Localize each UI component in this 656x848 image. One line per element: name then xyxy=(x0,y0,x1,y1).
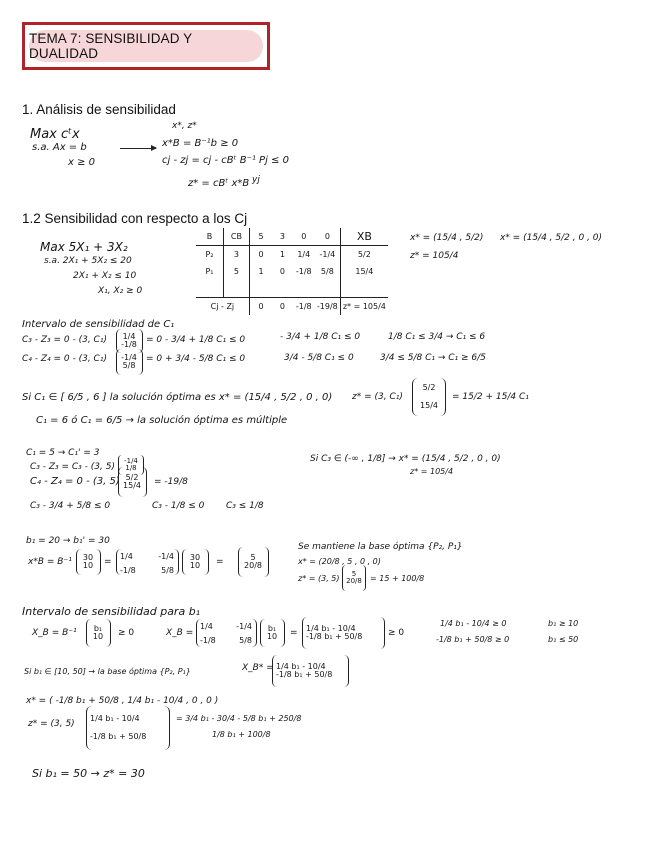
title-box xyxy=(22,22,270,70)
example-constraint-3: X₁, X₂ ≥ 0 xyxy=(98,286,143,296)
tableau-header-cell: 3 xyxy=(272,228,292,246)
page-title: TEMA 7: SENSIBILIDAD Y DUALIDAD xyxy=(29,31,193,61)
vector-entry: b₁ xyxy=(267,624,277,633)
xb-label: X_B = xyxy=(166,628,194,638)
left-paren xyxy=(116,549,121,575)
left-paren xyxy=(116,349,121,375)
vector-entry: 5/2 xyxy=(125,473,139,482)
tableau-cell: -1/8 xyxy=(295,267,312,276)
matrix-entry: -1/8 xyxy=(120,566,136,575)
inverse-matrix xyxy=(120,553,174,575)
column-vector xyxy=(120,468,144,496)
vector-entry: 5 xyxy=(250,553,256,562)
tableau-cell: P₁ xyxy=(205,267,214,276)
tableau-footer-cell: -1/8 xyxy=(293,298,315,316)
left-paren xyxy=(260,619,265,647)
b1-range-statement: Si b₁ ∈ [10, 50] → la base óptima {P₂, P₁} xyxy=(24,667,191,676)
inequality-1-result: 1/8 C₁ ≤ 3/4 → C₁ ≤ 6 xyxy=(388,332,486,342)
tableau-cell: 0 xyxy=(249,246,272,264)
tableau-footer-cell: -19/8 xyxy=(315,298,340,316)
vector-entry: 10 xyxy=(266,632,278,641)
right-paren xyxy=(174,549,179,575)
c3-inequality-1: C₃ - 3/4 + 5/8 ≤ 0 xyxy=(30,501,111,511)
b1-lower-bound: b₁ ≥ 10 xyxy=(548,619,579,628)
right-paren xyxy=(142,467,147,497)
yj-label: yj xyxy=(252,175,260,185)
equals-sign: = xyxy=(104,557,112,567)
right-paren xyxy=(96,549,101,575)
c4-z4-expression: C₄ - Z₄ = 0 - (3, C₁) xyxy=(22,354,107,364)
tableau-cell: P₂ xyxy=(205,250,214,259)
multiple-solution-statement: C₁ = 6 ó C₁ = 6/5 → la solución óptima es múltiple xyxy=(36,415,288,426)
left-paren xyxy=(272,655,277,687)
column-vector xyxy=(118,350,140,374)
tableau-header-cell: B xyxy=(196,228,224,246)
column-vector xyxy=(90,708,166,748)
optimal-range-statement: Si C₁ ∈ [ 6/5 , 6 ] la solución óptima es x* = (15/4 , 5/2 , 0 , 0) xyxy=(22,392,333,403)
vector-entry: 1/4 b₁ - 10/4 xyxy=(306,624,356,633)
column-vector xyxy=(118,330,140,352)
right-paren xyxy=(362,565,366,591)
right-paren xyxy=(280,619,285,647)
b1-change: b₁ = 20 → b₁' = 30 xyxy=(26,536,110,546)
vector-entry: 5/2 xyxy=(422,383,436,392)
matrix-entry: 1/4 xyxy=(120,552,133,561)
left-paren xyxy=(86,619,91,647)
c3-z3-case: C₃ - Z₃ = C₃ - (3, 5) xyxy=(30,462,115,472)
right-paren xyxy=(380,617,385,649)
tableau-cell: 0 xyxy=(279,267,285,276)
simplex-tableau xyxy=(196,228,388,315)
right-paren xyxy=(264,547,269,577)
tableau-cell: 1 xyxy=(249,263,272,280)
left-paren xyxy=(118,467,123,497)
optimal-z-result: = 15/2 + 15/4 C₁ xyxy=(452,392,529,402)
tableau-header-cell: CB xyxy=(224,228,250,246)
vector-entry: 15/4 xyxy=(420,401,438,410)
vector-entry: 10 xyxy=(189,561,201,570)
interval-b1-heading: Intervalo de sensibilidad para b₁ xyxy=(22,605,201,618)
nonneg-condition: ≥ 0 xyxy=(388,628,405,638)
matrix-entry: -1/4 xyxy=(158,552,174,561)
section-1-heading: 1. Análisis de sensibilidad xyxy=(22,102,176,117)
right-paren xyxy=(164,706,170,750)
arrow-icon xyxy=(120,148,156,149)
vector-entry: 15/4 xyxy=(123,481,141,490)
primal-constraint-1: s.a. Ax = b xyxy=(32,142,87,153)
tableau-row xyxy=(196,246,388,264)
vector-entry: 20/8 xyxy=(346,577,362,585)
left-paren xyxy=(196,619,201,647)
vector-entry: -1/8 b₁ + 50/8 xyxy=(90,732,147,741)
x-star-parametric: x* = ( -1/8 b₁ + 50/8 , 1/4 b₁ - 10/4 , 0 , 0 ) xyxy=(26,696,219,706)
vector-entry: 1/4 b₁ - 10/4 xyxy=(276,662,326,671)
z-star-parametric: z* = (3, 5) xyxy=(28,719,75,729)
vector-entry: 30 xyxy=(82,553,94,562)
vector-entry: -1/8 xyxy=(121,340,137,349)
c4-z4-case-result: = -19/8 xyxy=(154,477,188,487)
column-vector xyxy=(276,656,346,686)
tableau-footer-label: Cj - Zj xyxy=(196,298,249,316)
b1-new-z-result: = 15 + 100/8 xyxy=(370,574,425,583)
left-paren xyxy=(86,706,92,750)
vector-entry: -1/4 xyxy=(124,457,138,465)
primal-objective: Max cᵗx xyxy=(30,127,80,142)
basic-solution-formula: x*B = B⁻¹b ≥ 0 xyxy=(162,138,239,149)
right-paren xyxy=(440,378,446,416)
reduced-cost-formula: cj - zj = cj - cBᵗ B⁻¹ Pj ≤ 0 xyxy=(162,155,289,166)
matrix-entry: -1/8 xyxy=(200,636,216,645)
c4-z4-case: C₄ - Z₄ = 0 - (3, 5) xyxy=(30,476,120,487)
c1-change: C₁ = 5 → C₁' = 3 xyxy=(26,448,100,458)
tableau-header-cell: XB xyxy=(340,228,388,246)
interval-c1-heading: Intervalo de sensibilidad de C₁ xyxy=(22,319,175,330)
inequality-1: - 3/4 + 1/8 C₁ ≤ 0 xyxy=(280,332,361,342)
tableau-cell: 3 xyxy=(224,246,250,264)
optimal-z-expression: z* = (3, C₁) xyxy=(352,392,403,402)
left-paren xyxy=(412,378,418,416)
title-banner xyxy=(29,30,263,62)
b1-inequality-1: 1/4 b₁ - 10/4 ≥ 0 xyxy=(440,619,507,628)
b1-upper-bound: b₁ ≤ 50 xyxy=(548,635,579,644)
tableau-cell: 1/4 xyxy=(297,250,311,259)
tableau-header-cell: 0 xyxy=(293,228,315,246)
vector-entry: 10 xyxy=(82,561,94,570)
left-paren xyxy=(182,549,187,575)
vector-entry: -1/8 b₁ + 50/8 xyxy=(306,632,363,641)
column-vector xyxy=(184,550,206,574)
vector-entry: b₁ xyxy=(93,624,103,633)
section-1-2-heading: 1.2 Sensibilidad con respecto a los Cj xyxy=(22,211,248,226)
column-vector xyxy=(262,620,282,646)
final-statement: Si b₁ = 50 → z* = 30 xyxy=(32,767,145,780)
right-paren xyxy=(204,549,209,575)
z-star-simplified: 1/8 b₁ + 100/8 xyxy=(212,730,271,739)
vector-entry: 5 xyxy=(351,570,357,578)
left-paren xyxy=(238,547,243,577)
xstar-label: x*, z* xyxy=(172,121,197,131)
left-paren xyxy=(76,549,81,575)
tableau-cell: 5/2 xyxy=(340,246,388,264)
column-vector xyxy=(240,548,266,576)
tableau-cell: -1/4 xyxy=(319,250,336,259)
right-paren xyxy=(138,349,143,375)
tableau-header-cell: 0 xyxy=(315,228,340,246)
tableau-footer-cell: 0 xyxy=(272,298,292,316)
b1-new-x: x* = (20/8 , 5 , 0 , 0) xyxy=(298,557,381,566)
column-vector xyxy=(306,618,382,648)
tableau-row xyxy=(196,263,388,280)
solution-x-short: x* = (15/4 , 5/2) xyxy=(410,233,484,243)
xb-expression: x*B = B⁻¹ xyxy=(28,557,72,567)
z-star-expanded: = 3/4 b₁ - 30/4 - 5/8 b₁ + 250/8 xyxy=(176,714,302,723)
matrix-entry: 1/4 xyxy=(200,622,213,631)
tableau-cell: 15/4 xyxy=(340,263,388,280)
base-kept-statement: Se mantiene la base óptima {P₂, P₁} xyxy=(298,542,463,552)
c4-z4-result: = 0 + 3/4 - 5/8 C₁ ≤ 0 xyxy=(146,354,246,364)
right-paren xyxy=(252,619,257,647)
column-vector xyxy=(416,380,442,414)
vector-entry: 5/8 xyxy=(122,361,136,370)
column-vector xyxy=(344,566,364,590)
solution-x-full: x* = (15/4 , 5/2 , 0 , 0) xyxy=(500,233,603,243)
equals-sign: = xyxy=(216,557,224,567)
c3-inequality-3: C₃ ≤ 1/8 xyxy=(226,501,264,511)
inequality-2-result: 3/4 ≤ 5/8 C₁ → C₁ ≥ 6/5 xyxy=(380,353,486,363)
tableau-cell: 5 xyxy=(224,263,250,280)
tableau-footer-row xyxy=(196,298,388,316)
tableau-header-cell: 5 xyxy=(249,228,272,246)
equals-sign: = xyxy=(290,628,298,638)
primal-constraint-2: x ≥ 0 xyxy=(68,157,96,168)
xb-binv: X_B = B⁻¹ xyxy=(32,628,77,638)
matrix-entry: 5/8 xyxy=(239,636,252,645)
vector-entry: -1/8 b₁ + 50/8 xyxy=(276,670,333,679)
right-paren xyxy=(344,655,349,687)
right-paren xyxy=(106,619,111,647)
vector-entry: 30 xyxy=(189,553,201,562)
vector-entry: 20/8 xyxy=(244,561,262,570)
c3-z3-result: = 0 - 3/4 + 1/8 C₁ ≤ 0 xyxy=(146,335,246,345)
left-paren xyxy=(342,565,346,591)
vector-entry: 1/8 xyxy=(125,464,137,472)
tableau-header-row xyxy=(196,228,388,246)
left-paren xyxy=(302,617,307,649)
matrix-entry: 5/8 xyxy=(161,566,174,575)
column-vector xyxy=(78,550,98,574)
inequality-2: 3/4 - 5/8 C₁ ≤ 0 xyxy=(284,353,354,363)
xb-star-label: X_B* = xyxy=(242,663,274,673)
example-constraint-2: 2X₁ + X₂ ≤ 10 xyxy=(73,271,137,281)
b1-inequality-2: -1/8 b₁ + 50/8 ≥ 0 xyxy=(436,635,510,644)
column-vector xyxy=(88,620,108,646)
tableau-footer-cell: z* = 105/4 xyxy=(340,298,388,316)
c3-inequality-2: C₃ - 1/8 ≤ 0 xyxy=(152,501,205,511)
matrix-entry: -1/4 xyxy=(236,622,252,631)
vector-entry: 1/4 b₁ - 10/4 xyxy=(90,714,140,723)
tableau-cell: 1 xyxy=(279,250,285,259)
c3-z3-expression: C₃ - Z₃ = 0 - (3, C₁) xyxy=(22,335,107,345)
tableau-cell: 5/8 xyxy=(320,267,334,276)
solution-z: z* = 105/4 xyxy=(410,251,459,261)
inverse-matrix xyxy=(200,623,252,645)
vector-entry: 10 xyxy=(92,632,104,641)
objective-value-formula: z* = cBᵗ x*B xyxy=(188,178,250,189)
vector-entry: -1/4 xyxy=(121,353,137,362)
b1-new-z: z* = (3, 5) xyxy=(298,574,340,583)
vector-entry: 1/4 xyxy=(122,332,136,341)
nonneg-condition: ≥ 0 xyxy=(118,628,135,638)
c3-range-z: z* = 105/4 xyxy=(410,467,454,476)
tableau-footer-cell: 0 xyxy=(249,298,272,316)
c3-range-statement: Si C₃ ∈ (-∞ , 1/8] → x* = (15/4 , 5/2 , 0 , 0) xyxy=(310,454,501,464)
example-constraint-1: s.a. 2X₁ + 5X₂ ≤ 20 xyxy=(44,256,132,266)
example-objective: Max 5X₁ + 3X₂ xyxy=(40,240,128,254)
